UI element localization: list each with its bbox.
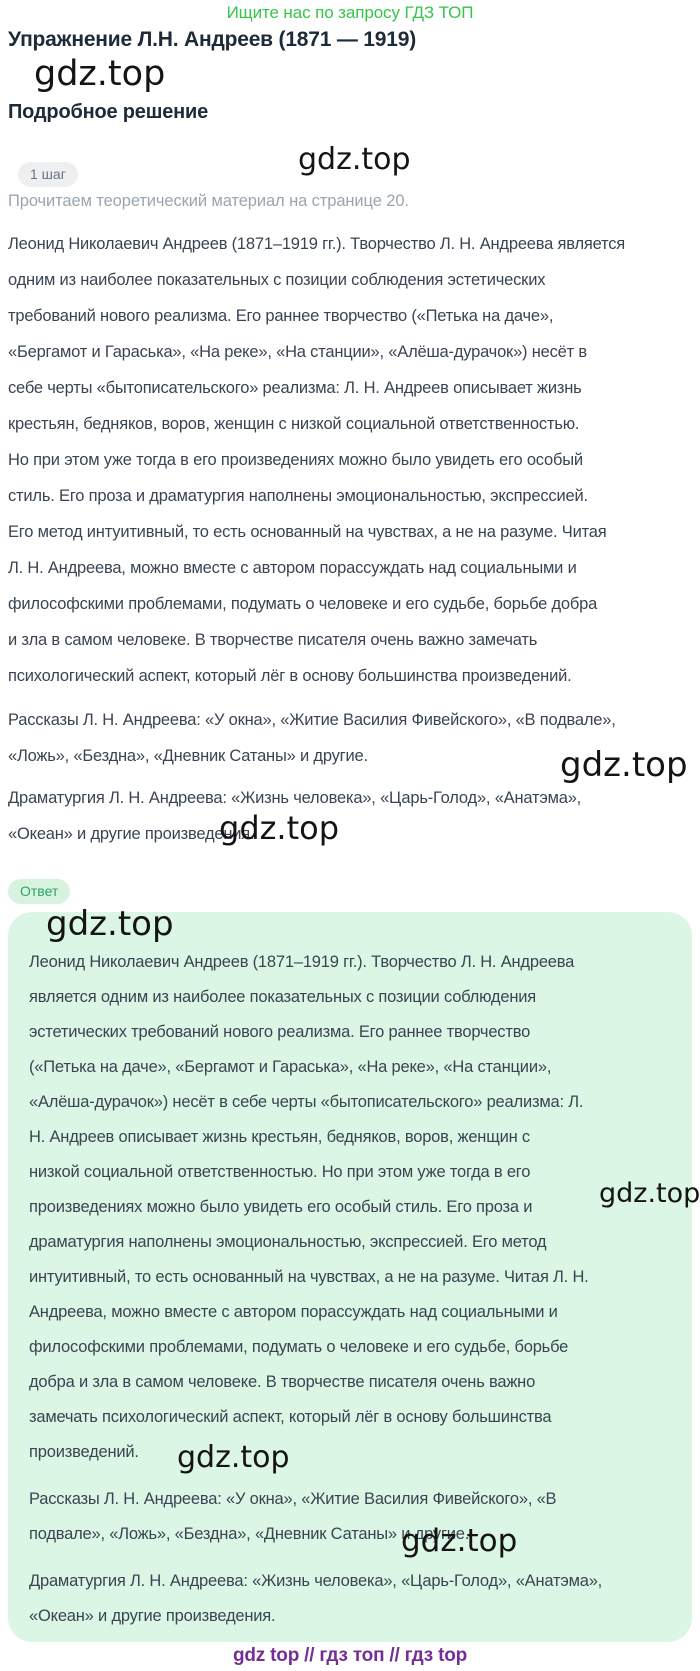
answer-paragraph-1: Леонид Николаевич Андреев (1871–1919 гг.). Творчество Л. Н. Андреева является одним из наиболее показательных с позиции соблюдения эстетических требований нового реализма. Его раннее творчество («Петька на даче», «Бергамот и Гараська», «На реке», «На станции», «Алёша-дурачок») несёт в себе черты «бытописательского» реализма: Л. Н. Андреев описывает жизнь крестьян, бедняков, воров, женщин с низкой социальной ответственностью. Но при этом уже тогда в его произведениях можно было увидеть его особый стиль. Его проза и драматургия наполнены эмоциональностью, экспрессией. Его метод интуитивный, то есть основанный на чувствах, а не на разуме. Читая Л. Н. Андреева, можно вместе с автором порассуждать над социальными и философскими проблемами, подумать о человеке и его судьбе, борьбе добра и зла в самом человеке. В творчестве писателя очень важно замечать психологический аспект, который лёг в основу большинства произведений. bbox=[29, 953, 589, 1461]
step-badge: 1 шаг bbox=[18, 162, 78, 187]
solution-paragraph: Леонид Николаевич Андреев (1871–1919 гг.). Творчество Л. Н. Андреева является одним из наиболее показательных с позиции соблюдения эстетических требований нового реализма. Его раннее творчество («Петька на даче», «Бергамот и Гараська», «На реке», «На станции», «Алёша-дурачок») несёт в себе черты «бытописательского» реализма: Л. Н. Андреев описывает жизнь крестьян, бедняков, воров, женщин с низкой социальной ответственностью. Но при этом уже тогда в его произведениях можно было увидеть его особый стиль. Его проза и драматургия наполнены эмоциональностью, экспрессией. Его метод интуитивный, то есть основанный на чувствах, а не на разуме. Читая Л. Н. Андреева, можно вместе с автором порассуждать над социальными и философскими проблемами, подумать о человеке и его судьбе, борьбе добра и зла в самом человеке. В творчестве писателя очень важно замечать психологический аспект, который лёг в основу большинства произведений. bbox=[8, 235, 625, 685]
answer-paragraph-3: Драматургия Л. Н. Андреева: «Жизнь человека», «Царь-Голод», «Анатэма», «Океан» и другие произведения. bbox=[29, 1572, 603, 1625]
solution-heading: Подробное решение bbox=[8, 101, 209, 123]
gdz-watermark: gdz.top bbox=[560, 745, 688, 785]
gdz-watermark: gdz.top bbox=[599, 1178, 700, 1209]
gdz-watermark: gdz.top bbox=[401, 1523, 518, 1559]
promo-link[interactable]: Ищите нас по запросу ГДЗ ТОП bbox=[226, 3, 474, 22]
step-note: Прочитаем теоретический материал на странице 20. bbox=[8, 192, 409, 210]
stories-paragraph: Рассказы Л. Н. Андреева: «У окна», «Житие Василия Фивейского», «В подвале», «Ложь», «Бездна», «Дневник Сатаны» и другие. bbox=[8, 711, 616, 765]
gdz-watermark: gdz.top bbox=[298, 142, 411, 177]
footer-links[interactable]: gdz top // гдз топ // гдз top bbox=[232, 1645, 468, 1666]
gdz-watermark: gdz.top bbox=[34, 54, 166, 94]
answer-paragraph-2: Рассказы Л. Н. Андреева: «У окна», «Житие Василия Фивейского», «В подвале», «Ложь», «Бездна», «Дневник Сатаны» и другие. bbox=[29, 1490, 557, 1543]
exercise-title: Упражнение Л.Н. Андреев (1871 — 1919) bbox=[8, 28, 417, 51]
drama-paragraph: Драматургия Л. Н. Андреева: «Жизнь человека», «Царь-Голод», «Анатэма», «Океан» и другие произведения. bbox=[8, 789, 582, 843]
gdz-watermark: gdz.top bbox=[219, 809, 340, 847]
gdz-watermark: gdz.top bbox=[177, 1440, 290, 1475]
answer-badge: Ответ bbox=[8, 879, 70, 904]
answer-box bbox=[8, 912, 692, 1642]
gdz-watermark: gdz.top bbox=[46, 904, 174, 944]
